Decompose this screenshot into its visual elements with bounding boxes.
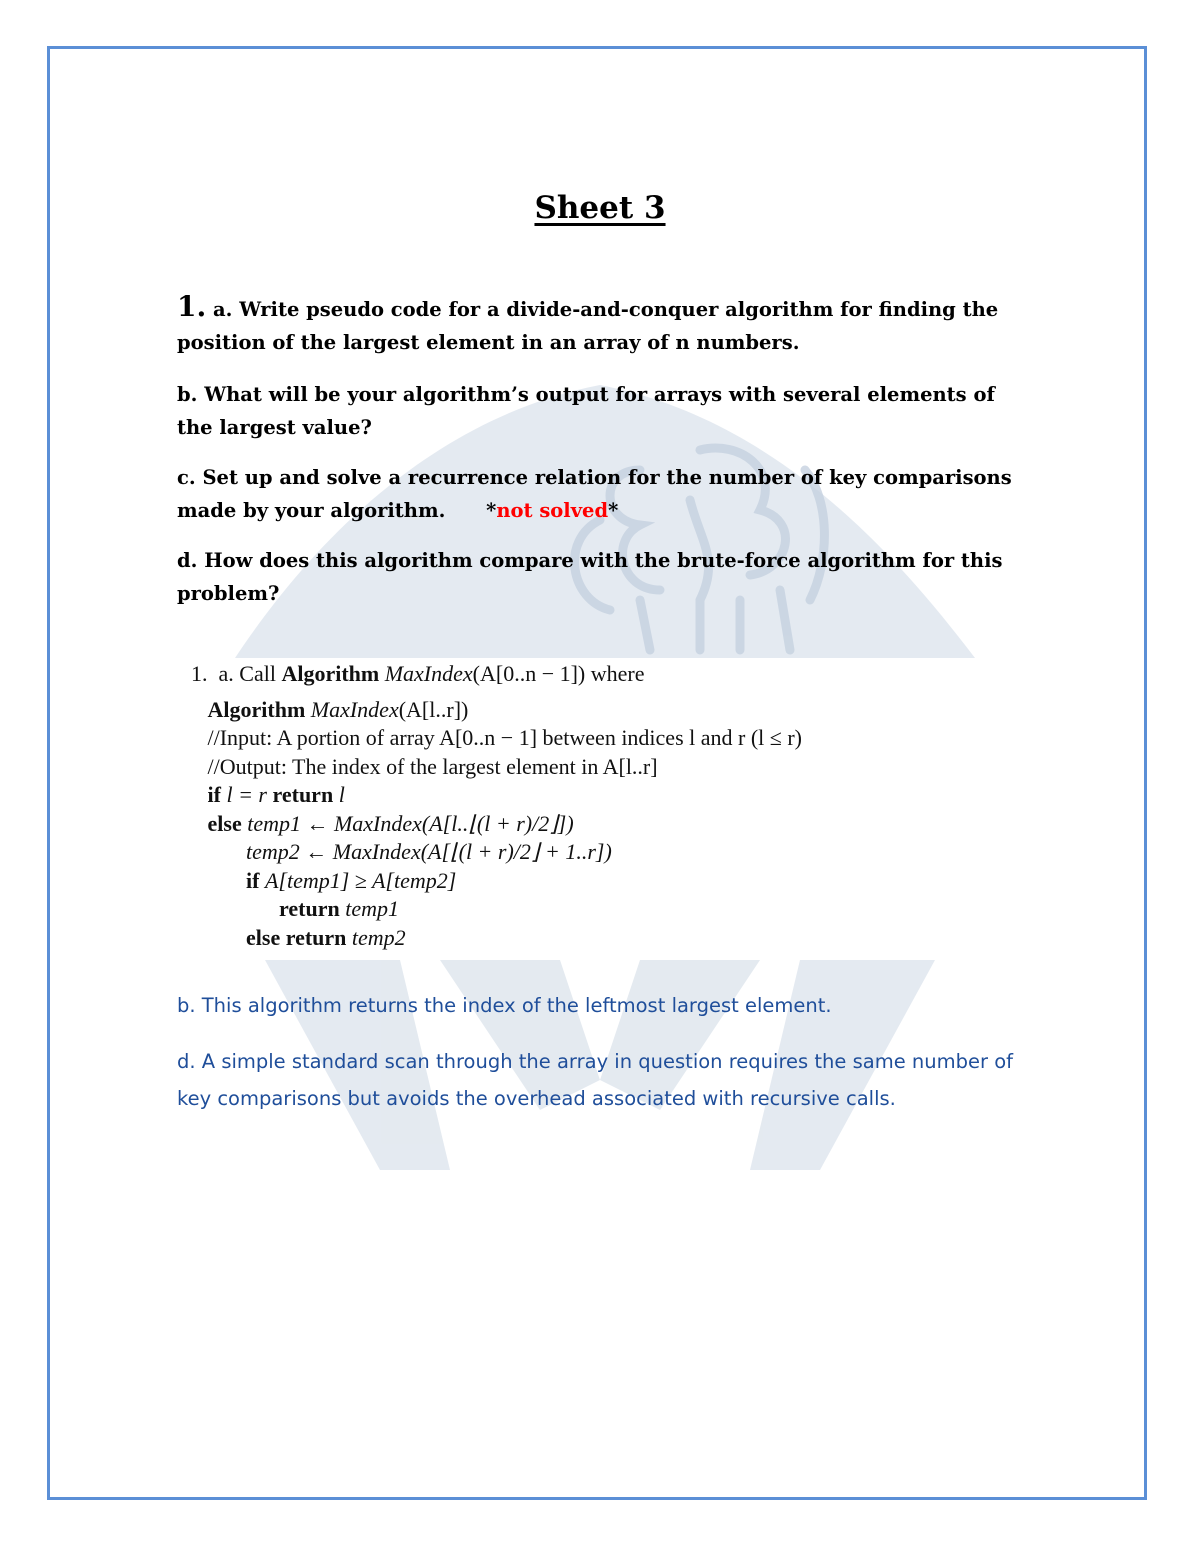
algo-temp1: temp1 ← MaxIndex(A[l..⌊(l + r)/2⌋]): [247, 810, 574, 836]
algo-if-kw: if: [207, 782, 221, 807]
algo-output-comment: [191, 753, 802, 782]
algo-intro-call: Call: [239, 661, 276, 686]
not-solved-note: not solved: [496, 499, 609, 522]
algo-func-name: MaxIndex: [310, 696, 399, 722]
algo-if-cond: l = r: [226, 782, 267, 807]
algo-intro-func: MaxIndex: [384, 661, 473, 686]
algo-if2-line: [191, 867, 802, 896]
answer-b: b. This algorithm returns the index of the leftmost largest element.: [177, 994, 832, 1017]
algo-else-line: [191, 810, 802, 839]
algo-intro-number: 1.: [191, 661, 208, 686]
algo-else2-kw: else return: [246, 924, 347, 950]
algo-func-arg: (A[l..r]): [398, 696, 469, 722]
answer-d: d. A simple standard scan through the array in question requires the same number of key comparisons but avoids the overhead associated with recursive calls.: [177, 1050, 1014, 1110]
note-marker-close: *: [608, 499, 619, 522]
algo-return1-kw: return: [279, 896, 340, 921]
algo-return-kw: return: [272, 782, 334, 807]
question-1b: b. What will be your algorithm’s output for arrays with several elements of the largest value?: [177, 383, 995, 439]
question-1c-text: c. Set up and solve a recurrence relation for the number of key comparisons made by your algorithm.: [177, 466, 1012, 522]
algo-return-l: l: [338, 782, 345, 807]
algo-output-text: //Output: The index of the largest element in A[l..r]: [207, 753, 658, 779]
algo-intro: [191, 660, 802, 689]
algo-return1-line: [191, 895, 802, 924]
algo-input-comment: [191, 724, 802, 753]
algo-keyword: Algorithm: [207, 696, 306, 722]
algo-return2-val: temp2: [351, 924, 406, 950]
page-title: Sheet 3: [534, 190, 666, 226]
algo-intro-where: where: [590, 661, 645, 686]
question-1a-text: a. Write pseudo code for a divide-and-conquer algorithm for finding the position of the largest element in an array of n numbers.: [177, 298, 999, 354]
algo-temp2: temp2 ← MaxIndex(A[⌊(l + r)/2⌋ + 1..r]): [246, 839, 612, 864]
question-1a: [177, 290, 1037, 359]
algo-input-text: //Input: A portion of array A[0..n − 1] between indices l and r (l ≤ r): [207, 725, 803, 750]
algorithm-block: [191, 660, 802, 952]
note-marker-open: *: [486, 499, 497, 522]
question-1c: [177, 461, 1037, 527]
algo-intro-keyword: Algorithm: [281, 661, 380, 686]
algo-if2-cond: A[temp1] ≥ A[temp2]: [264, 867, 457, 893]
algo-else-kw: else: [207, 810, 242, 836]
algo-return1-val: temp1: [345, 896, 399, 921]
algo-return2-line: [191, 924, 802, 953]
algo-if-line: [191, 781, 802, 810]
algo-if2-kw: if: [246, 867, 260, 893]
algo-intro-arg: (A[0..n − 1]): [472, 661, 586, 686]
algo-temp2-line: [191, 838, 802, 867]
question-1d: d. How does this algorithm compare with the brute-force algorithm for this problem?: [177, 549, 1003, 605]
question-number: 1.: [177, 290, 207, 323]
algo-intro-part: a.: [218, 661, 234, 686]
algo-header: [191, 696, 802, 725]
